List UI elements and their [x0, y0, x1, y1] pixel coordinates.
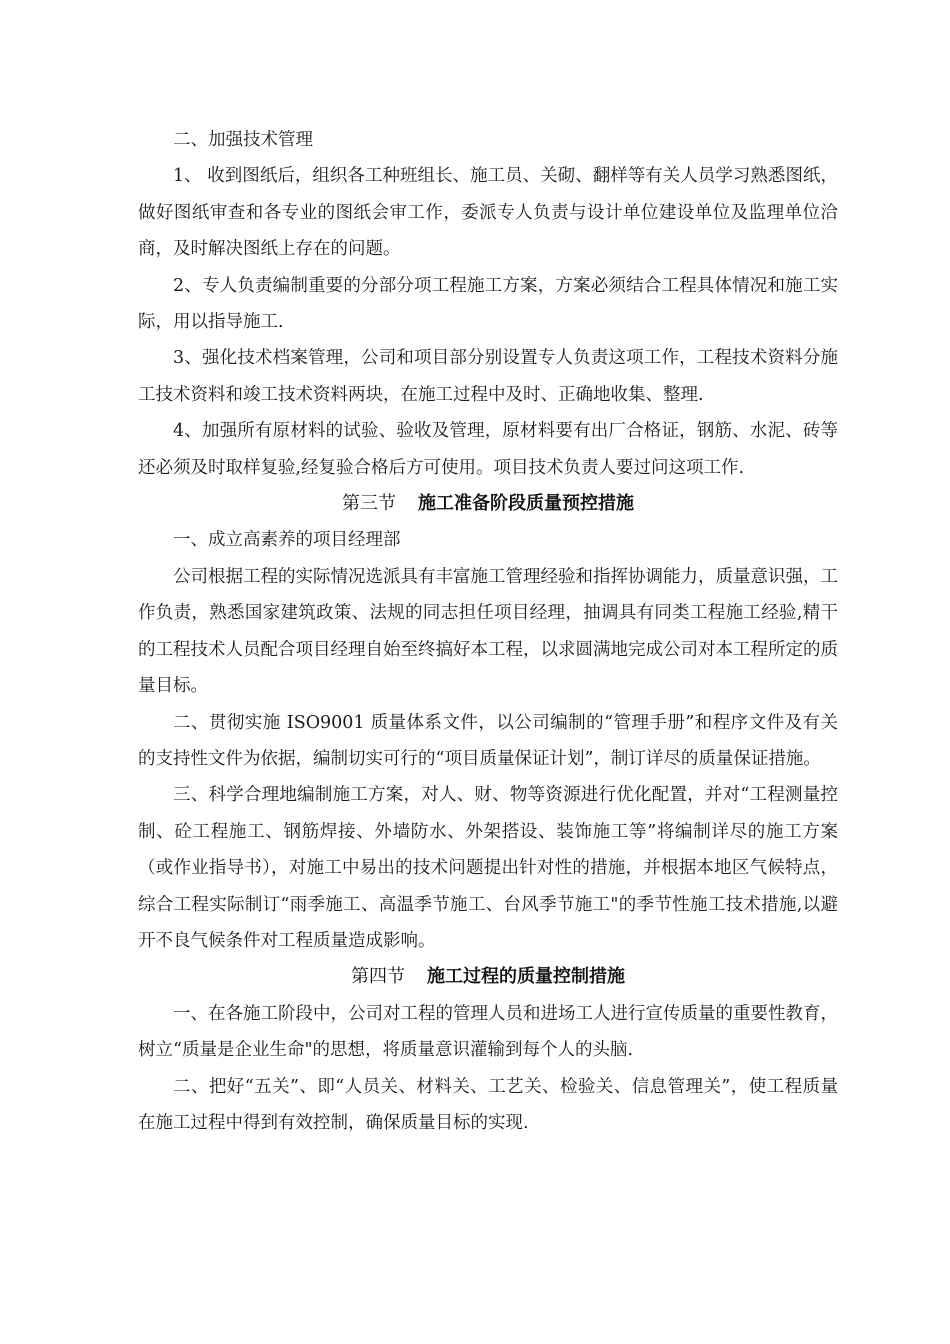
section-title: 施工过程的质量控制措施	[427, 966, 625, 988]
paragraph: 公司根据工程的实际情况选派具有丰富施工管理经验和指挥协调能力，质量意识强，工作负责，熟悉国家建筑政策、法规的同志担任项目经理，抽调具有同类工程施工经验,精干的工程技术人员配合项目经理自始至终搞好本工程，以求圆满地完成公司对本工程所定的质量目标。	[138, 566, 838, 697]
section-heading	[138, 959, 838, 995]
paragraph: 2、专人负责编制重要的分部分项工程施工方案，方案必须结合工程具体情况和施工实际，用以指导施工.	[138, 275, 838, 333]
paragraph: 一、成立高素养的项目经理部	[173, 530, 401, 551]
paragraph: 二、贯彻实施 ISO9001 质量体系文件，以公司编制的“管理手册”和程序文件及有关的支持性文件为依据，编制切实可行的“项目质量保证计划”，制订详尽的质量保证措施。	[138, 712, 838, 769]
section-number: 第四节	[351, 966, 405, 988]
section-number: 第三节	[342, 493, 396, 515]
paragraph: 4、加强所有原材料的试验、验收及管理，原材料要有出厂合格证，钢筋、水泥、砖等还必须及时取样复验,经复验合格后方可使用。项目技术负责人要过问这项工作.	[138, 421, 838, 478]
section-heading	[138, 486, 838, 522]
paragraph: 一、在各施工阶段中，公司对工程的管理人员和进场工人进行宣传质量的重要性教育，树立“质量是企业生命"的思想，将质量意识灌输到每个人的头脑.	[138, 1003, 838, 1061]
document-body	[138, 122, 838, 1141]
paragraph: 三、科学合理地编制施工方案，对人、财、物等资源进行优化配置，并对“工程测量控制、砼工程施工、钢筋焊接、外墙防水、外架搭设、装饰施工等”将编制详尽的施工方案（或作业指导书），对施工中易出的技术问题提出针对性的措施，并根据本地区气候特点，综合工程实际制订“雨季施工、高温季节施工、台风季节施工"的季节性施工技术措施,以避开不良气候条件对工程质量造成影响。	[138, 785, 838, 951]
paragraph: 3、强化技术档案管理，公司和项目部分别设置专人负责这项工作，工程技术资料分施工技术资料和竣工技术资料两块，在施工过程中及时、正确地收集、整理.	[138, 348, 838, 405]
paragraph: 二、把好“五关”、即“人员关、材料关、工艺关、检验关、信息管理关”，使工程质量在施工过程中得到有效控制，确保质量目标的实现.	[138, 1076, 838, 1133]
section-title: 施工准备阶段质量预控措施	[418, 493, 634, 515]
paragraph: 二、加强技术管理	[173, 130, 313, 150]
paragraph: 1、 收到图纸后，组织各工种班组长、施工员、关砌、翻样等有关人员学习熟悉图纸，做好图纸审查和各专业的图纸会审工作，委派专人负责与设计单位建设单位及监理单位洽商，及时解决图纸上存在的问题。	[138, 166, 838, 260]
